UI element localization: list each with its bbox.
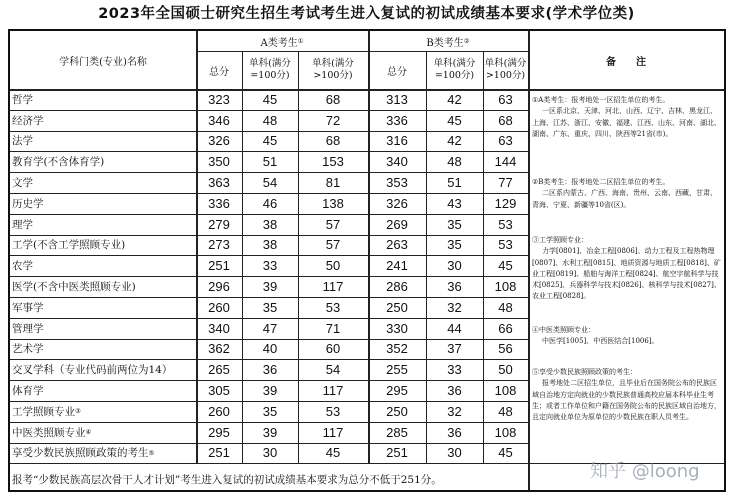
subject-label: 经济学 — [12, 114, 44, 127]
b-score-total: 313 — [386, 91, 408, 107]
b-total-header: 总分 — [387, 66, 407, 78]
b-score-single100: 36 — [447, 424, 462, 440]
b-score-total: 286 — [386, 279, 408, 295]
b-score-single100: 48 — [447, 154, 462, 170]
subject-name — [10, 172, 196, 193]
subject-label: 艺术学 — [12, 343, 44, 356]
subject-label: 工学(不含工学照顾专业) — [12, 239, 126, 252]
subject-label: 军事学 — [12, 301, 44, 314]
b-score-single100plus: 108 — [494, 383, 517, 399]
a-score-single100plus: 117 — [322, 279, 344, 295]
subject-label: 教育学(不含体育学) — [12, 156, 105, 169]
subject-name — [10, 131, 196, 152]
remarks-header: 备 注 — [606, 56, 646, 68]
b-score-single100plus: 63 — [498, 91, 513, 107]
b-score-single100: 33 — [447, 362, 462, 378]
a-score-single100: 33 — [262, 258, 278, 274]
a-score-single100: 54 — [262, 175, 278, 191]
a-score-total: 260 — [208, 403, 230, 419]
b-score-total: 336 — [386, 112, 408, 128]
subject-name — [10, 214, 196, 235]
b-score-total: 330 — [386, 320, 408, 336]
a-score-total: 323 — [208, 91, 230, 107]
a-score-single100: 47 — [262, 320, 278, 336]
single100-line2: =100分) — [434, 70, 475, 81]
subject-name — [10, 339, 196, 360]
subject-header: 学科门类(专业)名称 — [59, 56, 147, 68]
b-score-total: 250 — [386, 403, 408, 419]
a-score-single100: 38 — [262, 216, 278, 232]
b-score-single100plus: 48 — [498, 403, 513, 419]
subject-name — [10, 89, 196, 110]
a-score-total: 260 — [208, 299, 230, 315]
subject-name — [10, 255, 196, 276]
a-score-total: 305 — [208, 383, 230, 399]
b-score-total: 241 — [386, 258, 408, 274]
subject-label: 中医类照顾专业 — [12, 426, 86, 439]
b-score-single100plus: 45 — [498, 258, 513, 274]
b-score-single100: 44 — [447, 320, 462, 336]
a-score-single100: 45 — [262, 91, 278, 107]
a-score-single100plus: 81 — [325, 175, 341, 191]
a-score-single100: 30 — [262, 445, 278, 461]
b-score-single100: 36 — [447, 383, 462, 399]
b-score-total: 352 — [386, 341, 408, 357]
subject-label: 管理学 — [12, 322, 44, 335]
subject-label: 文学 — [12, 177, 33, 190]
a-score-single100plus: 45 — [325, 445, 341, 461]
a-score-single100: 45 — [262, 133, 278, 149]
b-score-single100: 35 — [447, 237, 462, 253]
a-score-total: 273 — [208, 237, 230, 253]
b-score-total: 326 — [386, 195, 408, 211]
b-score-total: 340 — [386, 154, 408, 170]
b-score-single100: 45 — [447, 112, 462, 128]
a-score-total: 295 — [208, 424, 230, 440]
a-score-total: 296 — [208, 279, 230, 295]
b-score-total: 251 — [386, 445, 408, 461]
watermark: 知乎 @loong — [590, 461, 700, 482]
subject-name — [10, 110, 196, 131]
note-body: 报考地处二区招生单位，且毕业后在国务院公布的民族区域自治地方定向就业的少数民族普通高校应届本科毕业生考生；或者工作单位和户籍在国务院公布的民族区域自治地方，且定向就业单位为原单位的少数民族在职人员考生。 — [532, 379, 721, 422]
b-score-total: 250 — [386, 299, 408, 315]
note-minority — [532, 367, 722, 423]
b-score-total: 255 — [386, 362, 408, 378]
subject-label: 理学 — [12, 218, 33, 231]
single100-line1: 单科(满分 — [433, 58, 476, 69]
b-score-single100: 42 — [447, 91, 462, 107]
subject-label: 农学 — [12, 260, 33, 273]
b-single100plus-header — [483, 51, 528, 89]
b-score-total: 269 — [386, 216, 408, 232]
note-body: 中医学[1005]、中西医结合[1006]。 — [542, 337, 659, 346]
subject-name — [10, 276, 196, 297]
a-score-total: 346 — [208, 112, 230, 128]
a-score-single100: 35 — [262, 299, 278, 315]
b-score-single100plus: 77 — [498, 175, 513, 191]
a-score-single100: 38 — [262, 237, 278, 253]
a-score-single100: 36 — [262, 362, 278, 378]
b-score-single100plus: 129 — [494, 195, 517, 211]
a-score-single100: 40 — [262, 341, 278, 357]
b-score-single100: 30 — [447, 445, 462, 461]
a-class-label: A类考生 — [260, 37, 298, 49]
note-a-class — [532, 95, 722, 140]
b-score-total: 316 — [386, 133, 408, 149]
note-tcm — [532, 325, 722, 348]
subject-label: 体育学 — [12, 385, 44, 398]
a-score-total: 340 — [208, 320, 230, 336]
subject-label: 法学 — [12, 135, 33, 148]
a-score-single100: 35 — [262, 403, 278, 419]
page-title: 2023年全国硕士研究生招生考试考生进入复试的初试成绩基本要求(学术学位类) — [98, 6, 635, 22]
a-score-single100plus: 153 — [322, 154, 344, 170]
b-score-single100: 43 — [447, 195, 462, 211]
b-score-single100: 32 — [447, 403, 462, 419]
single100-line1: 单科(满分 — [249, 58, 291, 69]
a-score-single100plus: 53 — [325, 403, 341, 419]
subject-name — [10, 235, 196, 256]
b-score-single100: 32 — [447, 299, 462, 315]
single100plus-line2: >100分) — [485, 70, 526, 81]
note-heading: ⑤享受少数民族照顾政策的考生： — [532, 368, 637, 376]
subject-label: 历史学 — [12, 197, 44, 210]
b-single100-header — [426, 51, 483, 89]
note-b-class — [532, 177, 722, 211]
b-score-single100plus: 50 — [498, 362, 513, 378]
a-score-total: 251 — [208, 258, 230, 274]
subject-label: 哲学 — [12, 93, 33, 106]
b-score-single100plus: 66 — [498, 320, 513, 336]
b-class-sup: ② — [463, 37, 470, 45]
single100plus-line1: 单科(满分 — [312, 58, 354, 69]
b-score-single100plus: 53 — [498, 216, 513, 232]
a-score-single100plus: 68 — [325, 91, 341, 107]
note-body: 力学[0801]、冶金工程[0806]、动力工程及工程热物理[0807]、水利工程[0815]、地质资源与地质工程[0818]、矿业工程[0819]、船舶与海洋工程[0824]、航空宇航科学与技术[0825]、兵器科学与技术[0826]、核科学与技术[0827]、农业工程[0828]。 — [532, 247, 721, 301]
a-score-single100: 51 — [262, 154, 278, 170]
subject-name — [10, 443, 196, 464]
a-score-total: 362 — [208, 341, 230, 357]
b-score-total: 295 — [386, 383, 408, 399]
subject-sup: ⑤ — [148, 448, 155, 457]
a-score-single100: 39 — [262, 279, 278, 295]
b-score-total: 263 — [386, 237, 408, 253]
b-score-single100plus: 68 — [498, 112, 513, 128]
b-score-single100plus: 56 — [498, 341, 513, 357]
a-score-single100plus: 72 — [325, 112, 341, 128]
single100plus-line1: 单科(满分 — [484, 58, 527, 69]
subject-name — [10, 318, 196, 339]
a-score-single100plus: 53 — [325, 299, 341, 315]
b-score-single100: 42 — [447, 133, 462, 149]
b-score-single100plus: 48 — [498, 299, 513, 315]
a-score-single100plus: 117 — [322, 424, 344, 440]
a-single100plus-header — [298, 51, 368, 89]
a-class-sup: ① — [297, 37, 304, 45]
b-score-total: 353 — [386, 175, 408, 191]
b-score-single100: 30 — [447, 258, 462, 274]
a-score-single100: 48 — [262, 112, 278, 128]
subject-label: 享受少数民族照顾政策的考生 — [12, 447, 149, 460]
b-score-single100: 36 — [447, 279, 462, 295]
subject-label: 医学(不含中医类照顾专业) — [12, 281, 136, 294]
a-score-single100plus: 60 — [325, 341, 341, 357]
a-score-single100plus: 54 — [325, 362, 341, 378]
subject-name — [10, 359, 196, 380]
subject-label: 工学照顾专业 — [12, 405, 75, 418]
a-score-single100plus: 71 — [325, 320, 341, 336]
b-score-single100plus: 108 — [494, 424, 517, 440]
a-score-total: 265 — [208, 362, 230, 378]
subject-sup: ④ — [85, 428, 92, 437]
b-score-single100plus: 63 — [498, 133, 513, 149]
note-body: 一区系北京、天津、河北、山西、辽宁、吉林、黑龙江、上海、江苏、浙江、安徽、福建、江西、山东、河南、湖北、湖南、广东、重庆、四川、陕西等21省(市)。 — [532, 107, 721, 138]
b-score-single100plus: 45 — [498, 445, 513, 461]
a-class-header — [196, 31, 368, 51]
single100plus-line2: >100分) — [313, 70, 353, 81]
subject-name — [10, 401, 196, 422]
note-heading: ①A类考生：报考地处一区招生单位的考生。 — [532, 96, 670, 104]
subject-name — [10, 380, 196, 401]
b-score-single100: 35 — [447, 216, 462, 232]
note-body: 二区系内蒙古、广西、海南、贵州、云南、西藏、甘肃、青海、宁夏、新疆等10省(区)。 — [532, 189, 717, 209]
b-score-single100plus: 144 — [494, 154, 517, 170]
a-score-single100plus: 57 — [325, 216, 341, 232]
subject-name — [10, 151, 196, 172]
a-score-single100plus: 138 — [322, 195, 344, 211]
a-score-total: 326 — [208, 133, 230, 149]
b-score-single100plus: 108 — [494, 279, 517, 295]
b-score-single100: 51 — [447, 175, 462, 191]
a-score-total: 336 — [208, 195, 230, 211]
single100-line2: =100分) — [250, 70, 290, 81]
subject-sup: ③ — [75, 407, 81, 416]
note-heading: ③工学照顾专业： — [532, 236, 588, 244]
a-score-single100: 46 — [262, 195, 278, 211]
note-engineering — [532, 235, 722, 303]
b-class-header — [368, 31, 528, 51]
note-heading: ④中医类照顾专业： — [532, 326, 595, 334]
b-class-label: B类考生 — [426, 37, 464, 49]
a-single100-header — [242, 51, 298, 89]
a-score-single100plus: 50 — [325, 258, 341, 274]
a-score-single100plus: 117 — [322, 383, 344, 399]
note-heading: ②B类考生：报考地处二区招生单位的考生。 — [532, 178, 670, 186]
a-score-total: 279 — [208, 216, 230, 232]
subject-label: 交叉学科（专业代码前两位为14） — [12, 364, 173, 377]
remarks-column — [529, 89, 723, 462]
a-score-total: 350 — [208, 154, 230, 170]
b-score-single100: 37 — [447, 341, 462, 357]
subject-name — [10, 422, 196, 443]
subject-name — [10, 193, 196, 214]
a-score-single100: 39 — [262, 424, 278, 440]
footer-note: 报考“少数民族高层次骨干人才计划”考生进入复试的初试成绩基本要求为总分不低于251分。 — [12, 473, 442, 486]
a-total-header: 总分 — [209, 66, 229, 78]
a-score-total: 363 — [208, 175, 230, 191]
b-score-total: 285 — [386, 424, 408, 440]
a-score-total: 251 — [208, 445, 230, 461]
a-score-single100: 39 — [262, 383, 278, 399]
a-score-single100plus: 68 — [325, 133, 341, 149]
a-score-single100plus: 57 — [325, 237, 341, 253]
subject-name — [10, 297, 196, 318]
b-score-single100plus: 53 — [498, 237, 513, 253]
